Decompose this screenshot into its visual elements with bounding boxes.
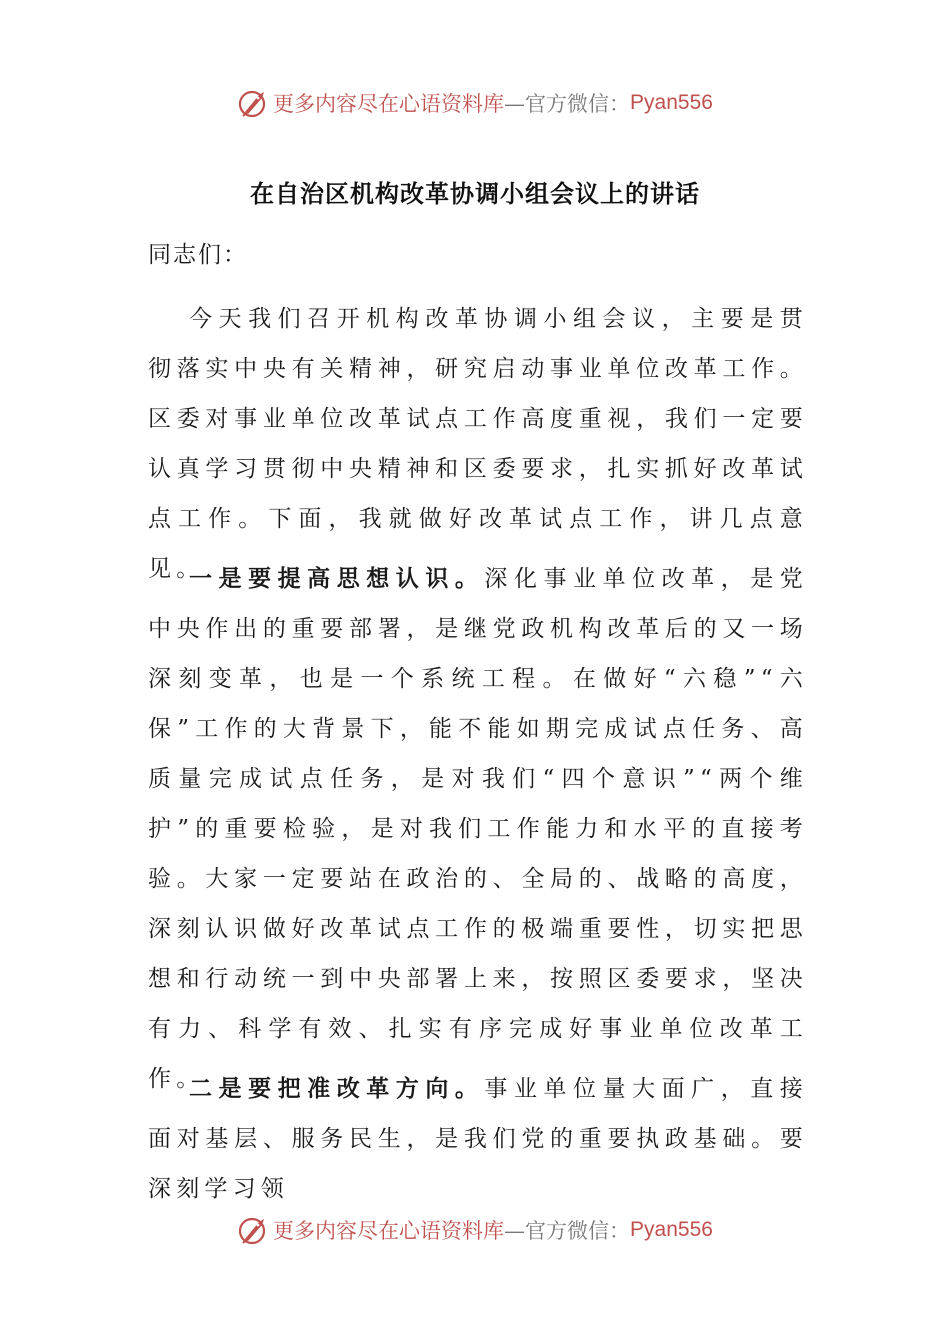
watermark-banner-bottom xyxy=(0,1210,950,1250)
paragraph-point-one xyxy=(148,554,808,1104)
watermark-text: 更多内容尽在心语资料库 xyxy=(273,1219,505,1243)
pen-nib-logo-icon xyxy=(237,86,271,120)
document-title: 在自治区机构改革协调小组会议上的讲话 xyxy=(250,179,700,208)
watermark-separator: —官方微信： xyxy=(504,92,631,116)
paragraph-lead-heading: 二是要把准改革方向。 xyxy=(189,1075,485,1102)
pen-nib-logo-icon xyxy=(237,1213,271,1247)
watermark-wechat-id: Pyan556 xyxy=(630,91,713,114)
paragraph-body: 今天我们召开机构改革协调小组会议，主要是贯彻落实中央有关精神，研究启动事业单位改革工作。区委对事业单位改革试点工作高度重视，我们一定要认真学习贯彻中央精神和区委要求，扎实抓好改革试点工作。下面，我就做好改革试点工作，讲几点意见。 xyxy=(148,306,808,582)
paragraph-intro xyxy=(148,294,808,594)
paragraph-body: 深化事业单位改革，是党中央作出的重要部署，是继党政机构改革后的又一场深刻变革，也是一个系统工程。在做好“六稳”“六保”工作的大背景下，能不能如期完成试点任务、高质量完成试点任务，是对我们“四个意识”“两个维护”的重要检验，是对我们工作能力和水平的直接考验。大家一定要站在政治的、全局的、战略的高度，深刻认识做好改革试点工作的极端重要性，切实把思想和行动统一到中央部署上来，按照区委要求，坚决有力、科学有效、扎实有序完成好事业单位改革工作。 xyxy=(148,566,809,1092)
paragraph-point-two xyxy=(148,1064,808,1214)
watermark-text: 更多内容尽在心语资料库 xyxy=(273,92,505,116)
paragraph-lead-heading: 一是要提高思想认识。 xyxy=(189,565,485,592)
watermark-banner-top xyxy=(0,83,950,123)
watermark-separator: —官方微信： xyxy=(504,1219,631,1243)
watermark-wechat-id: Pyan556 xyxy=(630,1218,713,1241)
paragraph-body: 事业单位量大面广，直接面对基层、服务民生，是我们党的重要执政基础。要深刻学习领 xyxy=(148,1076,809,1202)
salutation: 同志们： xyxy=(148,242,248,268)
